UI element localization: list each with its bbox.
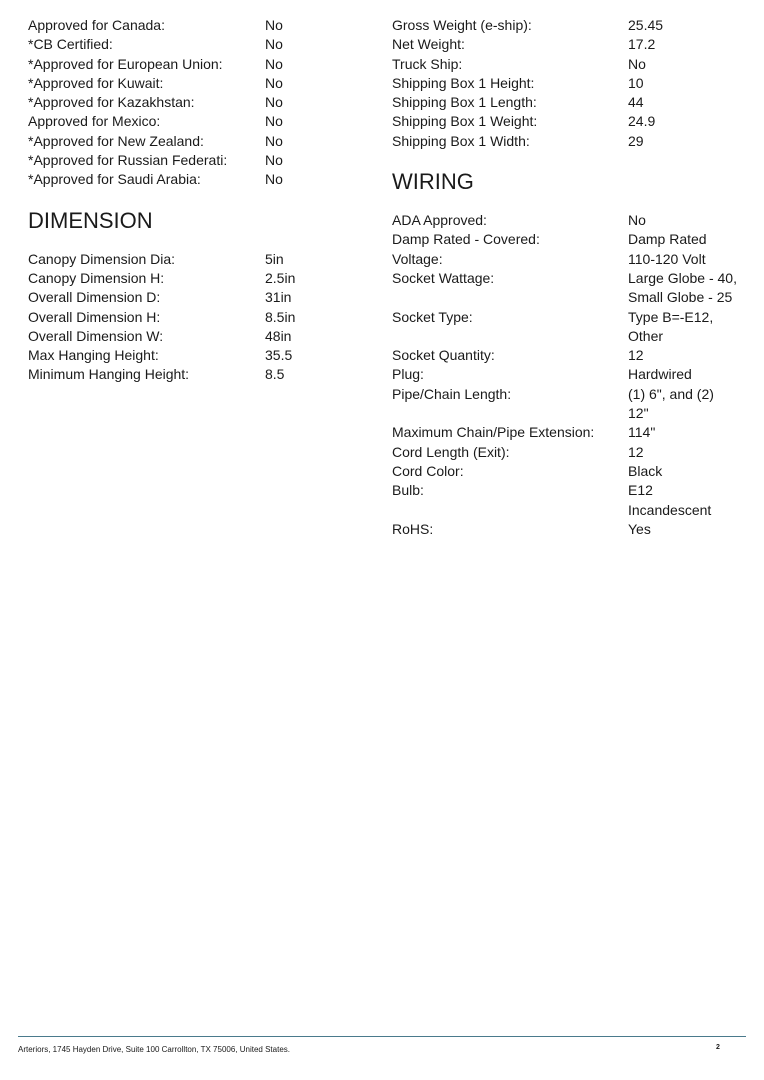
footer-address: Arteriors, 1745 Hayden Drive, Suite 100 Carrollton, TX 75006, United States. — [18, 1045, 290, 1054]
spec-row — [392, 55, 752, 74]
spec-label: Socket Type: — [392, 308, 473, 325]
spec-value: 110-120 Volt — [628, 250, 706, 267]
spec-row — [28, 269, 358, 288]
spec-label: Cord Length (Exit): — [392, 443, 510, 460]
dimension-heading: DIMENSION — [28, 207, 153, 233]
spec-label: Plug: — [392, 366, 424, 383]
wiring-heading: WIRING — [392, 169, 474, 195]
spec-label: *Approved for Kazakhstan: — [28, 94, 195, 111]
spec-row — [28, 74, 358, 93]
spec-value: 2.5in — [265, 269, 296, 286]
spec-label: *Approved for Saudi Arabia: — [28, 171, 201, 188]
spec-label: Damp Rated - Covered: — [392, 231, 540, 248]
spec-value: Damp Rated — [628, 231, 707, 248]
page-number: 2 — [716, 1044, 720, 1051]
spec-value — [628, 385, 752, 424]
spec-value-line: Small Globe - 25 — [628, 289, 733, 306]
spec-label: *Approved for Kuwait: — [28, 74, 164, 91]
spec-label: RoHS: — [392, 520, 434, 537]
spec-value: 10 — [628, 74, 644, 91]
spec-row — [392, 250, 752, 269]
spec-value: 8.5in — [265, 308, 296, 325]
spec-label: Maximum Chain/Pipe Extension: — [392, 424, 595, 441]
spec-label: Canopy Dimension Dia: — [28, 250, 176, 267]
spec-label: Overall Dimension W: — [28, 327, 164, 344]
spec-row — [392, 74, 752, 93]
spec-value: No — [265, 171, 283, 188]
footer-divider — [18, 1036, 746, 1037]
approvals-list — [28, 16, 358, 190]
spec-value: No — [265, 132, 283, 149]
spec-row — [392, 230, 752, 249]
spec-row — [392, 308, 752, 347]
spec-label: *Approved for New Zealand: — [28, 132, 204, 149]
spec-value: 12 — [628, 443, 644, 460]
spec-row — [28, 16, 358, 35]
spec-label: Cord Color: — [392, 462, 464, 479]
spec-value: Yes — [628, 520, 651, 537]
spec-value: 17.2 — [628, 36, 656, 53]
spec-value: Black — [628, 462, 663, 479]
spec-value: 35.5 — [265, 347, 293, 364]
spec-row — [392, 481, 752, 520]
spec-row — [28, 55, 358, 74]
spec-value: 24.9 — [628, 113, 656, 130]
spec-label: Shipping Box 1 Weight: — [392, 113, 538, 130]
spec-value-line: E12 — [628, 482, 653, 499]
spec-value-line: 12" — [628, 405, 649, 422]
spec-value — [628, 269, 752, 308]
spec-value: 5in — [265, 250, 284, 267]
spec-label: Shipping Box 1 Height: — [392, 74, 535, 91]
spec-label: Truck Ship: — [392, 55, 463, 72]
spec-label: Pipe/Chain Length: — [392, 385, 512, 402]
spec-value: No — [265, 55, 283, 72]
spec-row — [28, 112, 358, 131]
spec-row — [392, 93, 752, 112]
spec-value: No — [265, 36, 283, 53]
spec-value: 29 — [628, 132, 644, 149]
spec-row — [28, 151, 358, 170]
spec-label: Minimum Hanging Height: — [28, 366, 190, 383]
dimension-list — [28, 250, 358, 385]
spec-value: 8.5 — [265, 366, 285, 383]
spec-value-line: Large Globe - 40, — [628, 269, 737, 286]
spec-label: Approved for Mexico: — [28, 113, 161, 130]
spec-row — [392, 346, 752, 365]
spec-value: No — [265, 94, 283, 111]
spec-value: No — [628, 212, 646, 229]
spec-value-line: Type B=-E12, — [628, 308, 714, 325]
shipping-list — [392, 16, 752, 151]
spec-row — [392, 35, 752, 54]
spec-label: Shipping Box 1 Length: — [392, 94, 537, 111]
spec-row — [28, 365, 358, 384]
spec-value — [628, 481, 752, 520]
spec-row — [392, 385, 752, 424]
left-column — [28, 16, 358, 385]
spec-value: No — [265, 74, 283, 91]
spec-value: No — [628, 55, 646, 72]
spec-value: 48in — [265, 327, 292, 344]
spec-label: *Approved for European Union: — [28, 55, 223, 72]
spec-value: 12 — [628, 347, 644, 364]
spec-label: Bulb: — [392, 482, 424, 499]
spec-value-line: Incandescent — [628, 501, 712, 518]
spec-label: Approved for Canada: — [28, 17, 165, 33]
spec-label: *Approved for Russian Federati: — [28, 152, 228, 169]
spec-row — [28, 288, 358, 307]
spec-label: ADA Approved: — [392, 212, 487, 229]
wiring-list — [392, 211, 752, 539]
spec-label: Gross Weight (e-ship): — [392, 17, 532, 33]
spec-row — [28, 327, 358, 346]
spec-label: Shipping Box 1 Width: — [392, 132, 530, 149]
spec-row — [28, 308, 358, 327]
spec-value: No — [265, 113, 283, 130]
right-column — [392, 16, 752, 539]
spec-value: 31in — [265, 289, 292, 306]
spec-value: 114" — [628, 424, 656, 441]
spec-value: Hardwired — [628, 366, 692, 383]
spec-label: Socket Wattage: — [392, 269, 495, 286]
spec-row — [392, 16, 752, 35]
spec-row — [28, 93, 358, 112]
spec-row — [28, 170, 358, 189]
spec-value-line: (1) 6", and (2) — [628, 385, 714, 402]
spec-row — [392, 520, 752, 539]
spec-row — [392, 443, 752, 462]
spec-row — [28, 35, 358, 54]
spec-row — [392, 211, 752, 230]
spec-value: No — [265, 152, 283, 169]
spec-row — [392, 269, 752, 308]
spec-value: No — [265, 17, 283, 33]
spec-row — [392, 365, 752, 384]
spec-row — [392, 132, 752, 151]
spec-row — [28, 250, 358, 269]
spec-label: Voltage: — [392, 250, 443, 267]
spec-value-line: Other — [628, 327, 664, 344]
spec-label: Overall Dimension H: — [28, 308, 161, 325]
spec-row — [28, 132, 358, 151]
spec-label: Canopy Dimension H: — [28, 269, 165, 286]
spec-row — [392, 462, 752, 481]
spec-value: 25.45 — [628, 17, 664, 33]
spec-label: Net Weight: — [392, 36, 465, 53]
spec-row — [28, 346, 358, 365]
spec-value — [628, 308, 752, 347]
spec-label: Socket Quantity: — [392, 347, 495, 364]
spec-label: *CB Certified: — [28, 36, 113, 53]
spec-row — [392, 112, 752, 131]
spec-value: 44 — [628, 94, 644, 111]
spec-label: Overall Dimension D: — [28, 289, 161, 306]
spec-row — [392, 423, 752, 442]
spec-label: Max Hanging Height: — [28, 347, 159, 364]
